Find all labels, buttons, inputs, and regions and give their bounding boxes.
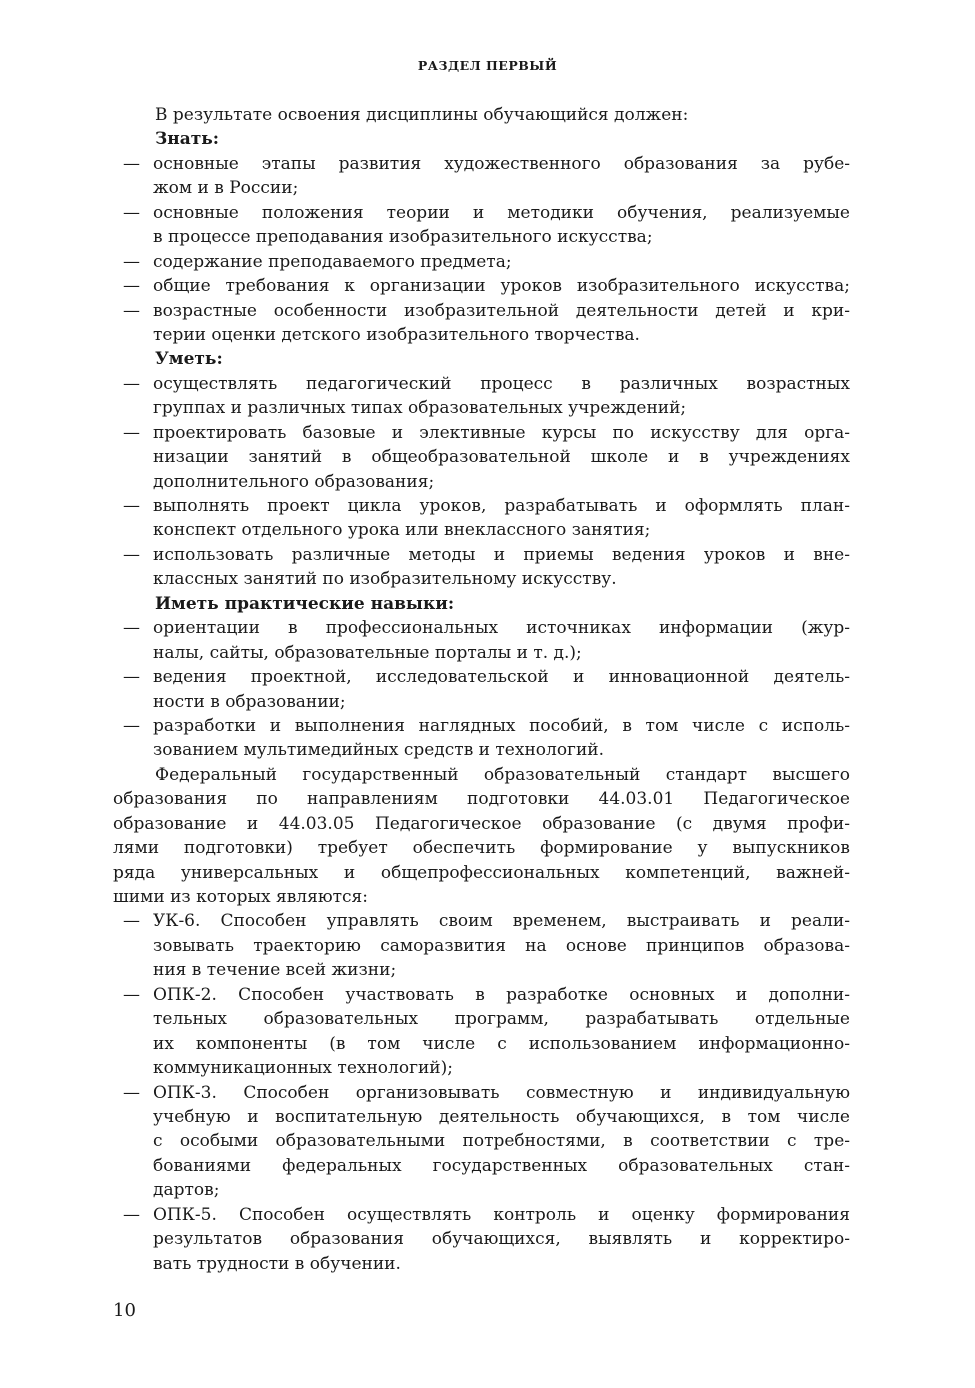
text-line (113, 812, 850, 836)
line-text: с особыми образовательными потребностями, в соответствии с тре- (153, 1131, 850, 1152)
line-text: зовывать траекторию саморазвития на основе принципов образова- (153, 935, 850, 956)
text-line (155, 103, 850, 127)
text-line (153, 470, 850, 494)
dash-bullet: — (123, 984, 140, 1005)
dash-bullet: — (123, 422, 140, 443)
line-text: налы, сайты, образовательные порталы и т. д.); (153, 642, 582, 663)
line-text: образования по направлениям подготовки 44.03.01 Педагогическое (113, 789, 850, 810)
text-line (153, 225, 850, 249)
list-item-line (123, 274, 850, 298)
line-text: зованием мультимедийных средств и технологий. (153, 740, 605, 761)
line-text: ОПК-2. Способен участвовать в разработке основных и дополни- (153, 984, 850, 1005)
line-text: разработки и выполнения наглядных пособий, в том числе с исполь- (153, 715, 850, 736)
line-text: группах и различных типах образовательных учреждений; (153, 398, 687, 419)
text-line (113, 861, 850, 885)
dash-bullet: — (123, 1204, 140, 1225)
dash-bullet: — (123, 1082, 140, 1103)
line-text: осуществлять педагогический процесс в различных возрастных (153, 373, 850, 394)
dash-bullet: — (123, 276, 140, 297)
dash-bullet: — (123, 153, 140, 174)
text-line (113, 885, 850, 909)
line-text: в процессе преподавания изобразительного искусства; (153, 227, 653, 248)
dash-bullet: — (123, 373, 140, 394)
line-text: Знать: (155, 129, 220, 150)
text-line (153, 1178, 850, 1202)
text-line (153, 518, 850, 542)
line-text: использовать различные методы и приемы ведения уроков и вне- (153, 544, 850, 565)
list-item-line (123, 983, 850, 1007)
body-text (113, 103, 850, 1276)
list-item-line (123, 909, 850, 933)
line-text: ориентации в профессиональных источниках информации (жур- (153, 618, 850, 639)
dash-bullet: — (123, 202, 140, 223)
line-text: возрастные особенности изобразительной деятельности детей и кри- (153, 300, 850, 321)
page-number: 10 (113, 1300, 136, 1321)
list-item-line (123, 1081, 850, 1105)
list-item-line (123, 201, 850, 225)
line-text: общие требования к организации уроков изобразительного искусства; (153, 276, 850, 297)
line-text: дартов; (153, 1180, 220, 1201)
text-line (153, 690, 850, 714)
list-item-line (123, 665, 850, 689)
text-line (113, 836, 850, 860)
dash-bullet: — (123, 251, 140, 272)
text-line (153, 1252, 850, 1276)
section-heading (155, 347, 850, 371)
dash-bullet: — (123, 300, 140, 321)
dash-bullet: — (123, 911, 140, 932)
line-text: УК-6. Способен управлять своим временем, выстраивать и реали- (153, 911, 850, 932)
line-text: результатов образования обучающихся, выявлять и корректиро- (153, 1229, 850, 1250)
text-line (155, 763, 850, 787)
text-line (153, 567, 850, 591)
list-item-line (123, 494, 850, 518)
list-item-line (123, 1203, 850, 1227)
line-text: В результате освоения дисциплины обучающийся должен: (155, 105, 689, 125)
line-text: ведения проектной, исследовательской и инновационной деятель- (153, 667, 850, 688)
dash-bullet: — (123, 618, 140, 639)
text-line (153, 1007, 850, 1031)
text-line (153, 1129, 850, 1153)
line-text: ния в течение всей жизни; (153, 960, 397, 981)
text-line (153, 323, 850, 347)
line-text: жом и в России; (153, 178, 299, 199)
list-item-line (123, 421, 850, 445)
line-text: конспект отдельного урока или внеклассного занятия; (153, 520, 651, 541)
dash-bullet: — (123, 715, 140, 736)
text-line (153, 1154, 850, 1178)
dash-bullet: — (123, 544, 140, 565)
line-text: основные этапы развития художественного образования за рубе- (153, 153, 850, 174)
line-text: классных занятий по изобразительному искусству. (153, 569, 617, 590)
line-text: Иметь практические навыки: (155, 593, 455, 614)
text-line (153, 1227, 850, 1251)
line-text: образование и 44.03.05 Педагогическое образование (с двумя профи- (113, 813, 850, 834)
line-text: содержание преподаваемого предмета; (153, 251, 512, 272)
line-text: ОПК-5. Способен осуществлять контроль и оценку формирования (153, 1204, 850, 1225)
text-line (153, 641, 850, 665)
text-line (153, 1056, 850, 1080)
section-heading (155, 127, 850, 151)
text-line (153, 738, 850, 762)
line-text: дополнительного образования; (153, 471, 435, 492)
line-text: вать трудности в обучении. (153, 1253, 401, 1274)
dash-bullet: — (123, 496, 140, 516)
line-text: коммуникационных технологий); (153, 1058, 453, 1079)
line-text: ОПК-3. Способен организовывать совместную и индивидуальную (153, 1082, 850, 1103)
text-line (153, 934, 850, 958)
line-text: Уметь: (155, 349, 223, 370)
list-item-line (123, 616, 850, 640)
text-line (153, 396, 850, 420)
list-item-line (123, 299, 850, 323)
list-item-line (123, 152, 850, 176)
line-text: терии оценки детского изобразительного творчества. (153, 324, 640, 345)
list-item-line (123, 372, 850, 396)
line-text: Федеральный государственный образовательный стандарт высшего (155, 764, 850, 785)
line-text: шими из которых являются: (113, 887, 368, 907)
line-text: учебную и воспитательную деятельность обучающихся, в том числе (153, 1106, 850, 1127)
list-item-line (123, 714, 850, 738)
line-text: их компоненты (в том числе с использованием информационно- (153, 1033, 850, 1054)
running-header: РАЗДЕЛ ПЕРВЫЙ (417, 58, 558, 73)
text-line (153, 1032, 850, 1056)
line-text: ряда универсальных и общепрофессиональных компетенций, важней- (113, 862, 850, 883)
dash-bullet: — (123, 667, 140, 688)
line-text: тельных образовательных программ, разрабатывать отдельные (153, 1009, 850, 1030)
text-line (153, 1105, 850, 1129)
line-text: бованиями федеральных государственных образовательных стан- (153, 1155, 850, 1176)
line-text: низации занятий в общеобразовательной школе и в учреждениях (153, 447, 850, 468)
line-text: проектировать базовые и элективные курсы по искусству для орга- (153, 422, 850, 443)
text-line (113, 787, 850, 811)
line-text: выполнять проект цикла уроков, разрабатывать и оформлять план- (153, 496, 850, 516)
list-item-line (123, 250, 850, 274)
line-text: лями подготовки) требует обеспечить формирование у выпускников (113, 838, 850, 859)
text-line (153, 176, 850, 200)
list-item-line (123, 543, 850, 567)
line-text: основные положения теории и методики обучения, реализуемые (153, 202, 850, 223)
text-line (153, 958, 850, 982)
section-heading (155, 592, 850, 616)
line-text: ности в образовании; (153, 691, 346, 712)
text-line (153, 445, 850, 469)
